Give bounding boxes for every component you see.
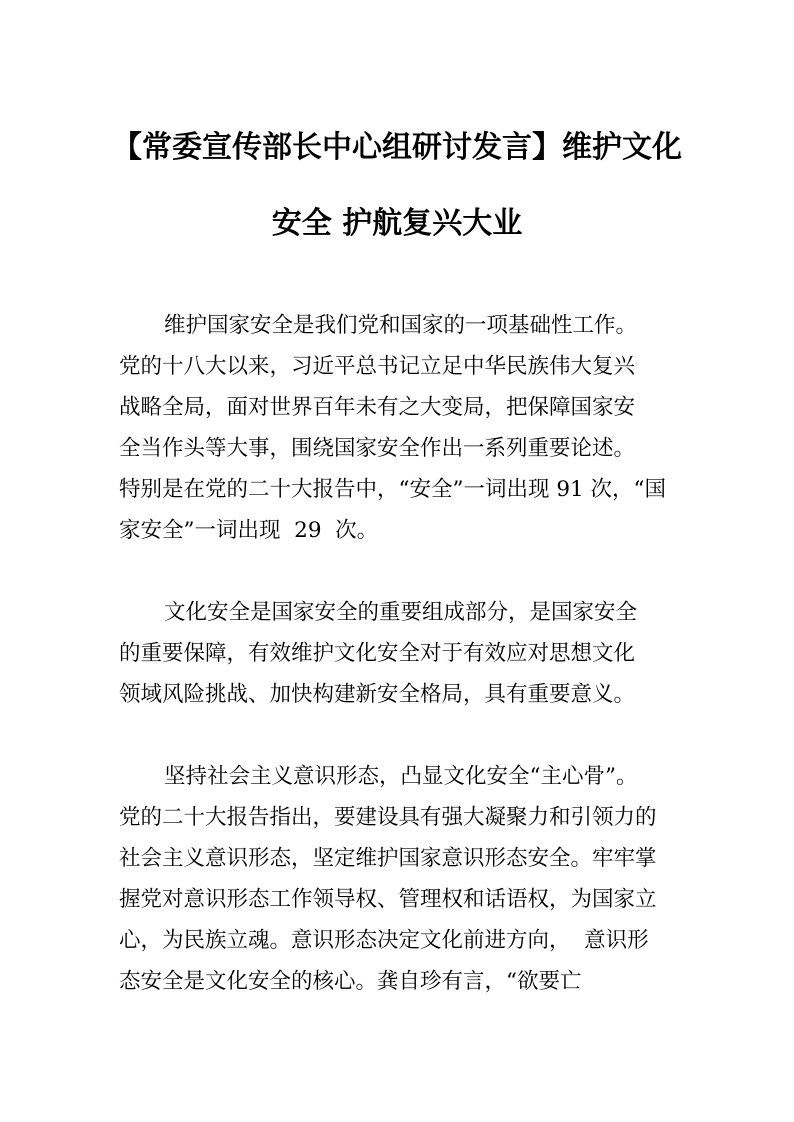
text-line: 坚持社会主义意识形态，凸显文化安全“主心骨”。 [164,764,638,789]
document-body [119,305,691,1043]
paragraph-3 [119,756,691,1002]
text-line: 文化安全是国家安全的重要组成部分，是国家安全 [164,600,638,625]
paragraph-1 [119,305,691,551]
text-line: 党的二十大报告指出，要建设具有强大凝聚力和引领力的 [119,805,657,830]
document-title [100,110,694,262]
text-line: 维护国家安全是我们党和国家的一项基础性工作。 [164,313,638,338]
text-line: 全当作头等大事，围绕国家安全作出一系列重要论述。 [119,436,636,461]
title-line: 【常委宣传部长中心组研讨发言】维护文化 [112,130,682,165]
text-line: 态安全是文化安全的核心。龚自珍有言，“欲要亡 [119,969,582,994]
paragraph-2 [119,592,691,715]
title-line: 安全 护航复兴大业 [271,206,523,241]
text-line: 特别是在党的二十大报告中，“安全”一词出现 91 次，“国 [119,477,667,502]
text-line: 心，为民族立魂。意识形态决定文化前进方向， 意识形 [119,928,649,953]
text-line: 握党对意识形态工作领导权、管理权和话语权，为国家立 [119,887,657,912]
text-line: 的重要保障，有效维护文化安全对于有效应对思想文化 [119,641,636,666]
text-line: 家安全”一词出现 29 次。 [119,518,379,543]
text-line: 战略全局，面对世界百年未有之大变局，把保障国家安 [119,395,636,420]
text-line: 领域风险挑战、加快构建新安全格局，具有重要意义。 [119,682,636,707]
text-line: 党的十八大以来，习近平总书记立足中华民族伟大复兴 [119,354,636,379]
text-line: 社会主义意识形态，坚定维护国家意识形态安全。牢牢掌 [119,846,657,871]
